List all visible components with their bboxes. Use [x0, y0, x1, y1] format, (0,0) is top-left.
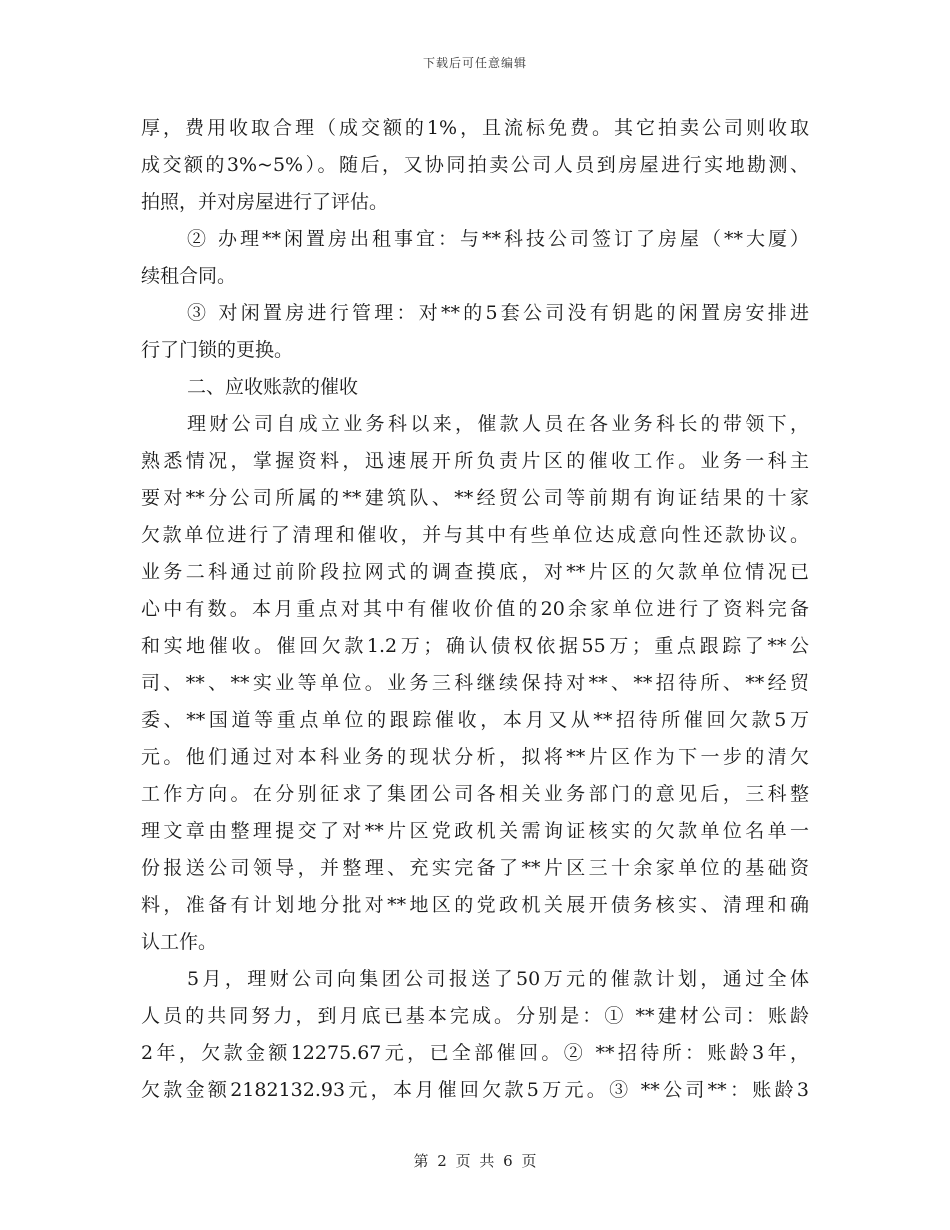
body-line: 2年，欠款金额12275.67元，已全部催回。② **招待所：账龄3年， — [141, 1042, 809, 1064]
body-line: 工作方向。在分别征求了集团公司各相关业务部门的意见后，三科整 — [141, 783, 809, 805]
body-line: 厚，费用收取合理（成交额的1%，且流标免费。其它拍卖公司则收取 — [141, 117, 809, 139]
body-line: 人员的共同努力，到月底已基本完成。分别是：① **建材公司：账龄 — [141, 1005, 809, 1027]
body-line: 心中有数。本月重点对其中有催收价值的20余家单位进行了资料完备 — [141, 598, 809, 620]
body-line: 和实地催收。催回欠款1.2万；确认债权依据55万；重点跟踪了**公 — [141, 635, 809, 657]
body-line: ② 办理**闲置房出租事宜：与**科技公司签订了房屋（**大厦） — [187, 228, 809, 250]
body-line: 熟悉情况，掌握资料，迅速展开所负责片区的催收工作。业务一科主 — [141, 450, 809, 472]
body-line: 续租合同。 — [141, 265, 237, 287]
body-line: 元。他们通过对本科业务的现状分析，拟将**片区作为下一步的清欠 — [141, 746, 809, 768]
body-line: 欠款单位进行了清理和催收，并与其中有些单位达成意向性还款协议。 — [141, 524, 809, 546]
body-line: 司、**、**实业等单位。业务三科继续保持对**、**招待所、**经贸 — [141, 672, 809, 694]
body-line: 理文章由整理提交了对**片区党政机关需询证核实的欠款单位名单一 — [141, 820, 809, 842]
body-line: 委、**国道等重点单位的跟踪催收，本月又从**招待所催回欠款5万 — [141, 709, 809, 731]
body-line: 欠款金额2182132.93元，本月催回欠款5万元。③ **公司**：账龄3 — [141, 1079, 809, 1101]
body-line: 5月，理财公司向集团公司报送了50万元的催款计划，通过全体 — [187, 968, 809, 990]
body-line: 认工作。 — [141, 931, 218, 953]
section-heading: 二、应收账款的催收 — [187, 376, 359, 398]
body-line: 料，准备有计划地分批对**地区的党政机关展开债务核实、清理和确 — [141, 894, 809, 916]
body-line: 行了门锁的更换。 — [141, 339, 294, 361]
document-body — [141, 110, 809, 1109]
body-line: 要对**分公司所属的**建筑队、**经贸公司等前期有询证结果的十家 — [141, 487, 809, 509]
body-line: 拍照，并对房屋进行了评估。 — [141, 191, 389, 213]
page-number: 第 2 页 共 6 页 — [413, 1152, 537, 1170]
body-line: 份报送公司领导，并整理、充实完备了**片区三十余家单位的基础资 — [141, 857, 809, 879]
body-line: ③ 对闲置房进行管理：对**的5套公司没有钥匙的闲置房安排进 — [187, 302, 809, 324]
page-header: 下载后可任意编辑 — [422, 56, 527, 70]
body-line: 成交额的3%~5%）。随后，又协同拍卖公司人员到房屋进行实地勘测、 — [141, 154, 809, 176]
body-line: 理财公司自成立业务科以来，催款人员在各业务科长的带领下， — [187, 413, 809, 435]
body-line: 业务二科通过前阶段拉网式的调查摸底，对**片区的欠款单位情况已 — [141, 561, 809, 583]
